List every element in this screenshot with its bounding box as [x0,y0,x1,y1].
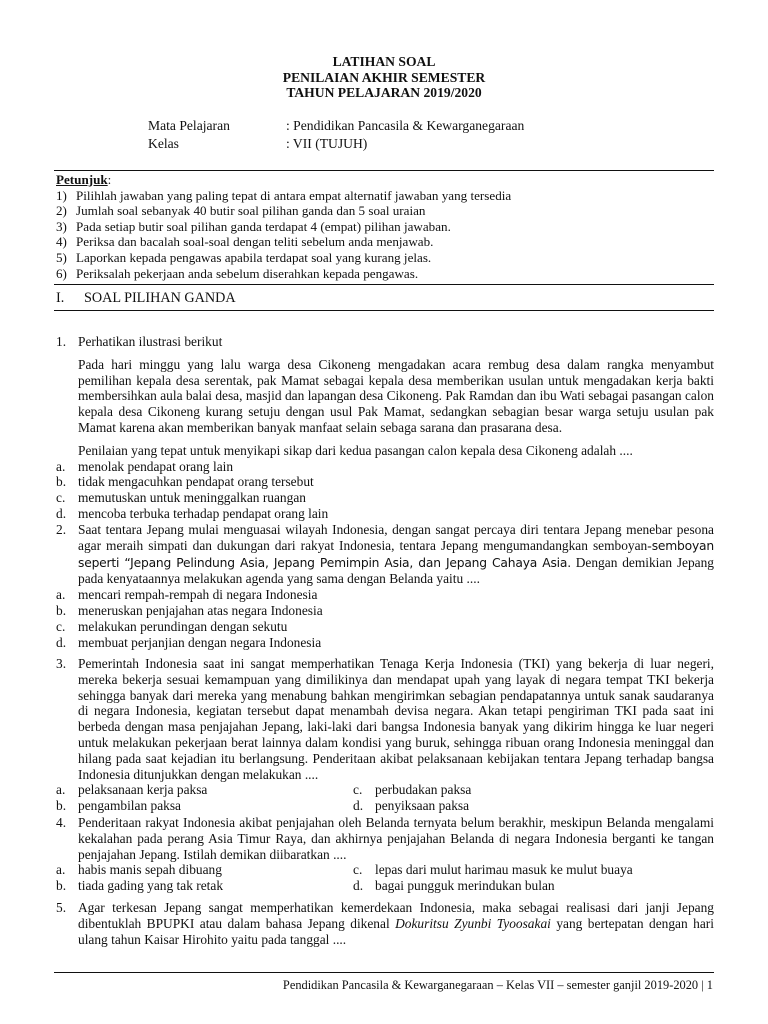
question-text: Saat tentara Jepang mulai menguasai wilayah Indonesia, dengan sangat percaya diri tentara Jepang menebar pesona agar meraih simpati dan dukungan dari rakyat Indonesia, tentara Jepang mengumandangkan semboyan-semboyan seperti “Jepang Pelindung Asia, Jepang Pemimpin Asia, dan Jepang Cahaya Asia. Dengan demikian Jepang pada kenyataannya melakukan agenda yang sama dengan Belanda yaitu .... [78,522,715,587]
answer-option[interactable]: d. penyiksaan paksa [353,798,470,814]
instruction-item: 4) Periksa dan bacalah soal-soal dengan teliti sebelum anda menjawab. [56,234,434,250]
divider-section-top [54,284,714,285]
question-2 [56,522,714,650]
answer-option[interactable]: b. meneruskan penjajahan atas negara Indonesia [56,602,323,618]
question-text: Agar terkesan Jepang sangat memperhatikan kemerdekaan Indonesia, maka sebagai realisasi dari janji Jepang dibentuklah BPUPKI atau dalam bahasa Jepang dikenal Dokuritsu Zyunbi Tyoosakai yang bertepatan dengan hari ulang tahun Kaisar Hirohito yaitu pada tanggal .... [78,900,714,947]
answer-option[interactable]: d. bagai pungguk merindukan bulan [353,878,555,894]
instructions-colon: : [107,172,112,187]
answer-option[interactable]: a. pelaksanaan kerja paksa [56,782,208,798]
answer-option[interactable]: a. menolak pendapat orang lain [56,458,234,474]
subject-label: Mata Pelajaran [148,118,230,133]
question-1 [56,334,714,522]
exam-meta [148,117,524,152]
class-label: Kelas [148,135,179,151]
header-title: LATIHAN SOAL [332,54,436,69]
divider-section-bottom [54,310,714,311]
answer-option[interactable]: c. memutuskan untuk meninggalkan ruangan [56,490,306,506]
instruction-item: 1) Pilihlah jawaban yang paling tepat di antara empat alternatif jawaban yang tersedia [56,187,512,203]
header-year: TAHUN PELAJARAN 2019/2020 [286,85,482,100]
footer-rule [54,972,714,973]
question-story: Pada hari minggu yang lalu warga desa Cikoneng mengadakan acara rembug desa dalam rangka menyambut pemilihan kepala desa serentak, pak Mamat sebagai kepala desa memberikan usulan untuk mengadakan kerja bakti membersihkan aula balai desa, masjid dan lapangan desa Cikoneng. Pak Ramdan dan ibu Wati sebagai pasangan calon kepala desa Cikoneng kurang setuju dengan usul Pak Mamat, sedangkan sebagian besar warga setuju usulan pak Mamat karena akan memberikan banyak manfaat selain sebaga sarana dan prasarana desa. [78,356,714,435]
answer-option[interactable]: b. pengambilan paksa [56,798,181,814]
page-footer: Pendidikan Pancasila & Kewarganegaraan – Kelas VII – semester ganjil 2019-2020 | 1 [282,978,713,992]
question-number: 2. [56,522,67,537]
answer-options [56,459,714,522]
question-number: 3. [56,656,67,671]
question-text: Penderitaan rakyat Indonesia akibat penjajahan oleh Belanda ternyata belum berakhir, meskipun Belanda mengalami kekalahan pada perang Asia Timur Raya, dan akhirnya penjajahan Belanda di negara Indonesia berganti ke tangan penjajahan Jepang. Istilah demikan diibaratkan .... [78,815,714,862]
question-5 [56,900,714,947]
section-number: I. [56,290,65,306]
answer-options [56,782,714,814]
answer-option[interactable]: b. tidak mengacuhkan pendapat orang tersebut [56,474,314,490]
class-value: : VII (TUJUH) [286,135,368,151]
answer-options [56,587,714,650]
answer-options [56,862,714,894]
instruction-item: 5) Laporkan kepada pengawas apabila terdapat soal yang kurang jelas. [56,249,432,265]
question-intro: Perhatikan ilustrasi berikut [78,334,223,349]
answer-option[interactable]: c. melakukan perundingan dengan sekutu [56,618,288,634]
document-header [0,54,768,101]
question-4 [56,815,714,894]
answer-option[interactable]: c. lepas dari mulut harimau masuk ke mulut buaya [353,862,633,878]
answer-option[interactable]: a. mencari rempah-rempah di negara Indonesia [56,587,318,603]
answer-option[interactable]: c. perbudakan paksa [353,782,472,798]
question-number: 1. [56,334,67,349]
subject-value: : Pendidikan Pancasila & Kewarganegaraan [286,118,525,133]
instruction-item: 2) Jumlah soal sebanyak 40 butir soal pilihan ganda dan 5 soal uraian [56,203,426,219]
section-heading [56,290,236,307]
answer-option[interactable]: d. mencoba terbuka terhadap pendapat orang lain [56,505,329,521]
answer-option[interactable]: a. habis manis sepah dibuang [56,862,222,878]
question-text: Pemerintah Indonesia saat ini sangat memperhatikan Tenaga Kerja Indonesia (TKI) yang bekerja di luar negeri, mereka bekerja sesuai kemampuan yang dimilikinya dan mendapat upah yang layak di negara tempat TKI bekerja sehingga banyak dari mereka yang menabung bahkan mengirimkan sebagian pendapatannya untuk sanak saudaranya di negara Indonesia, kegiatan tersebut dapat menambah devisa negara. Akan tetapi pengiriman TKI pada saat ini berbeda dengan masa penjajahan Jepang, laki-laki dari bangsa Indonesia banyak yang dikirim hingga ke luar negeri untuk melakukan pekerjaan berat lainnya dalam kondisi yang buruk, sehingga ribuan orang Indonesia meninggal dan hilang pada saat kejadian itu berlangsung. Penderitaan akibat pelaksanaan kebijakan tentara Jepang terhadap bangsa Indonesia ditunjukkan dengan melakukan .... [78,656,714,782]
section-title: SOAL PILIHAN GANDA [84,290,236,306]
question-number: 5. [56,900,67,915]
answer-option[interactable]: b. tiada gading yang tak retak [56,878,224,894]
answer-option[interactable]: d. membuat perjanjian dengan negara Indonesia [56,634,322,650]
instructions-title: Petunjuk [56,172,108,187]
question-text: Penilaian yang tepat untuk menyikapi sikap dari kedua pasangan calon kepala desa Cikoneng adalah .... [78,442,633,458]
header-subtitle: PENILAIAN AKHIR SEMESTER [282,69,486,85]
instructions [56,170,714,281]
question-3 [56,656,714,814]
instruction-item: 6) Periksalah pekerjaan anda sebelum diserahkan kepada pengawas. [56,265,419,281]
instruction-item: 3) Pada setiap butir soal pilihan ganda terdapat 4 (empat) pilihan jawaban. [56,218,451,234]
question-number: 4. [56,815,67,830]
